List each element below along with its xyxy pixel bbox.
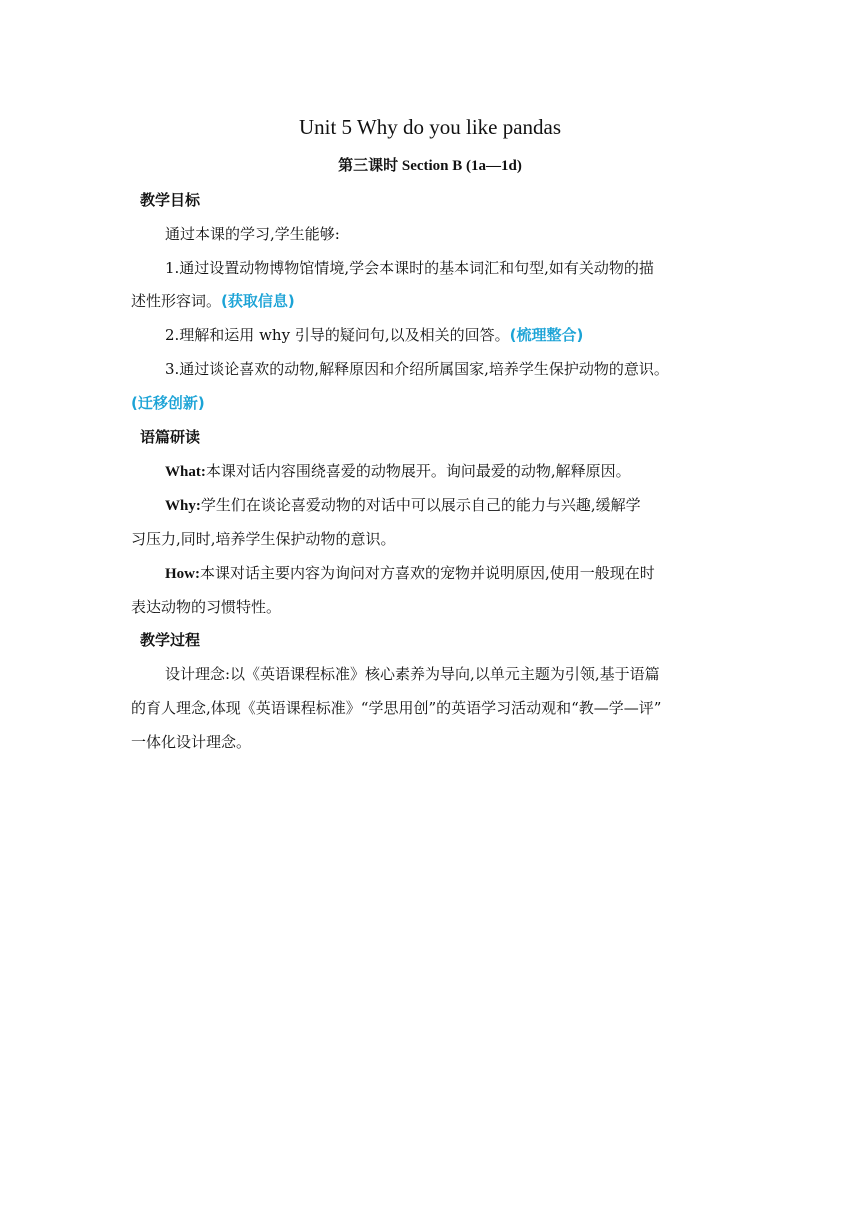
objective-item-2-text: 2.理解和运用 why 引导的疑问句,以及相关的回答。 [165,326,510,344]
objective-item-1-tag: (获取信息) [221,292,295,310]
analysis-how-line-1 [165,563,655,584]
analysis-how-label: How: [165,566,200,582]
process-line-2: 的育人理念,体现《英语课程标准》“学思用创”的英语学习活动观和“教—学—评” [131,699,662,717]
analysis-how-text-1: 本课对话主要内容为询问对方喜欢的宠物并说明原因,使用一般现在时 [200,564,655,582]
analysis-what-text: 本课对话内容围绕喜爱的动物展开。询问最爱的动物,解释原因。 [205,462,631,480]
objective-item-3-line-1: 3.通过谈论喜欢的动物,解释原因和介绍所属国家,培养学生保护动物的意识。 [165,360,669,378]
analysis-why-label: Why: [165,498,201,514]
process-line-3: 一体化设计理念。 [131,733,252,751]
objective-item-2-tag: (梳理整合) [509,326,584,344]
objective-item-2 [165,325,583,345]
analysis-why-line-1 [165,495,641,516]
analysis-why-text-1: 学生们在谈论喜爱动物的对话中可以展示自己的能力与兴趣,缓解学 [200,496,641,514]
objectives-intro: 通过本课的学习,学生能够: [165,225,340,243]
objectives-heading: 教学目标 [140,191,201,209]
analysis-why-line-2: 习压力,同时,培养学生保护动物的意识。 [131,530,396,548]
objective-item-3-line-2 [131,393,205,413]
analysis-what-label: What: [165,464,206,480]
objective-item-1-line-2 [131,291,295,311]
analysis-what [165,461,631,482]
analysis-heading: 语篇研读 [140,428,201,446]
document-subtitle: 第三课时 Section B (1a—1d) [338,158,522,174]
objective-item-1-text: 述性形容词。 [131,292,222,310]
objective-item-3-tag: (迁移创新) [131,394,205,412]
process-heading: 教学过程 [140,631,201,649]
process-line-1: 设计理念:以《英语课程标准》核心素养为导向,以单元主题为引领,基于语篇 [165,665,660,683]
document-title: Unit 5 Why do you like pandas [298,115,562,139]
objective-item-1-line-1: 1.通过设置动物博物馆情境,学会本课时的基本词汇和句型,如有关动物的描 [165,259,654,277]
analysis-how-line-2: 表达动物的习惯特性。 [131,598,282,616]
